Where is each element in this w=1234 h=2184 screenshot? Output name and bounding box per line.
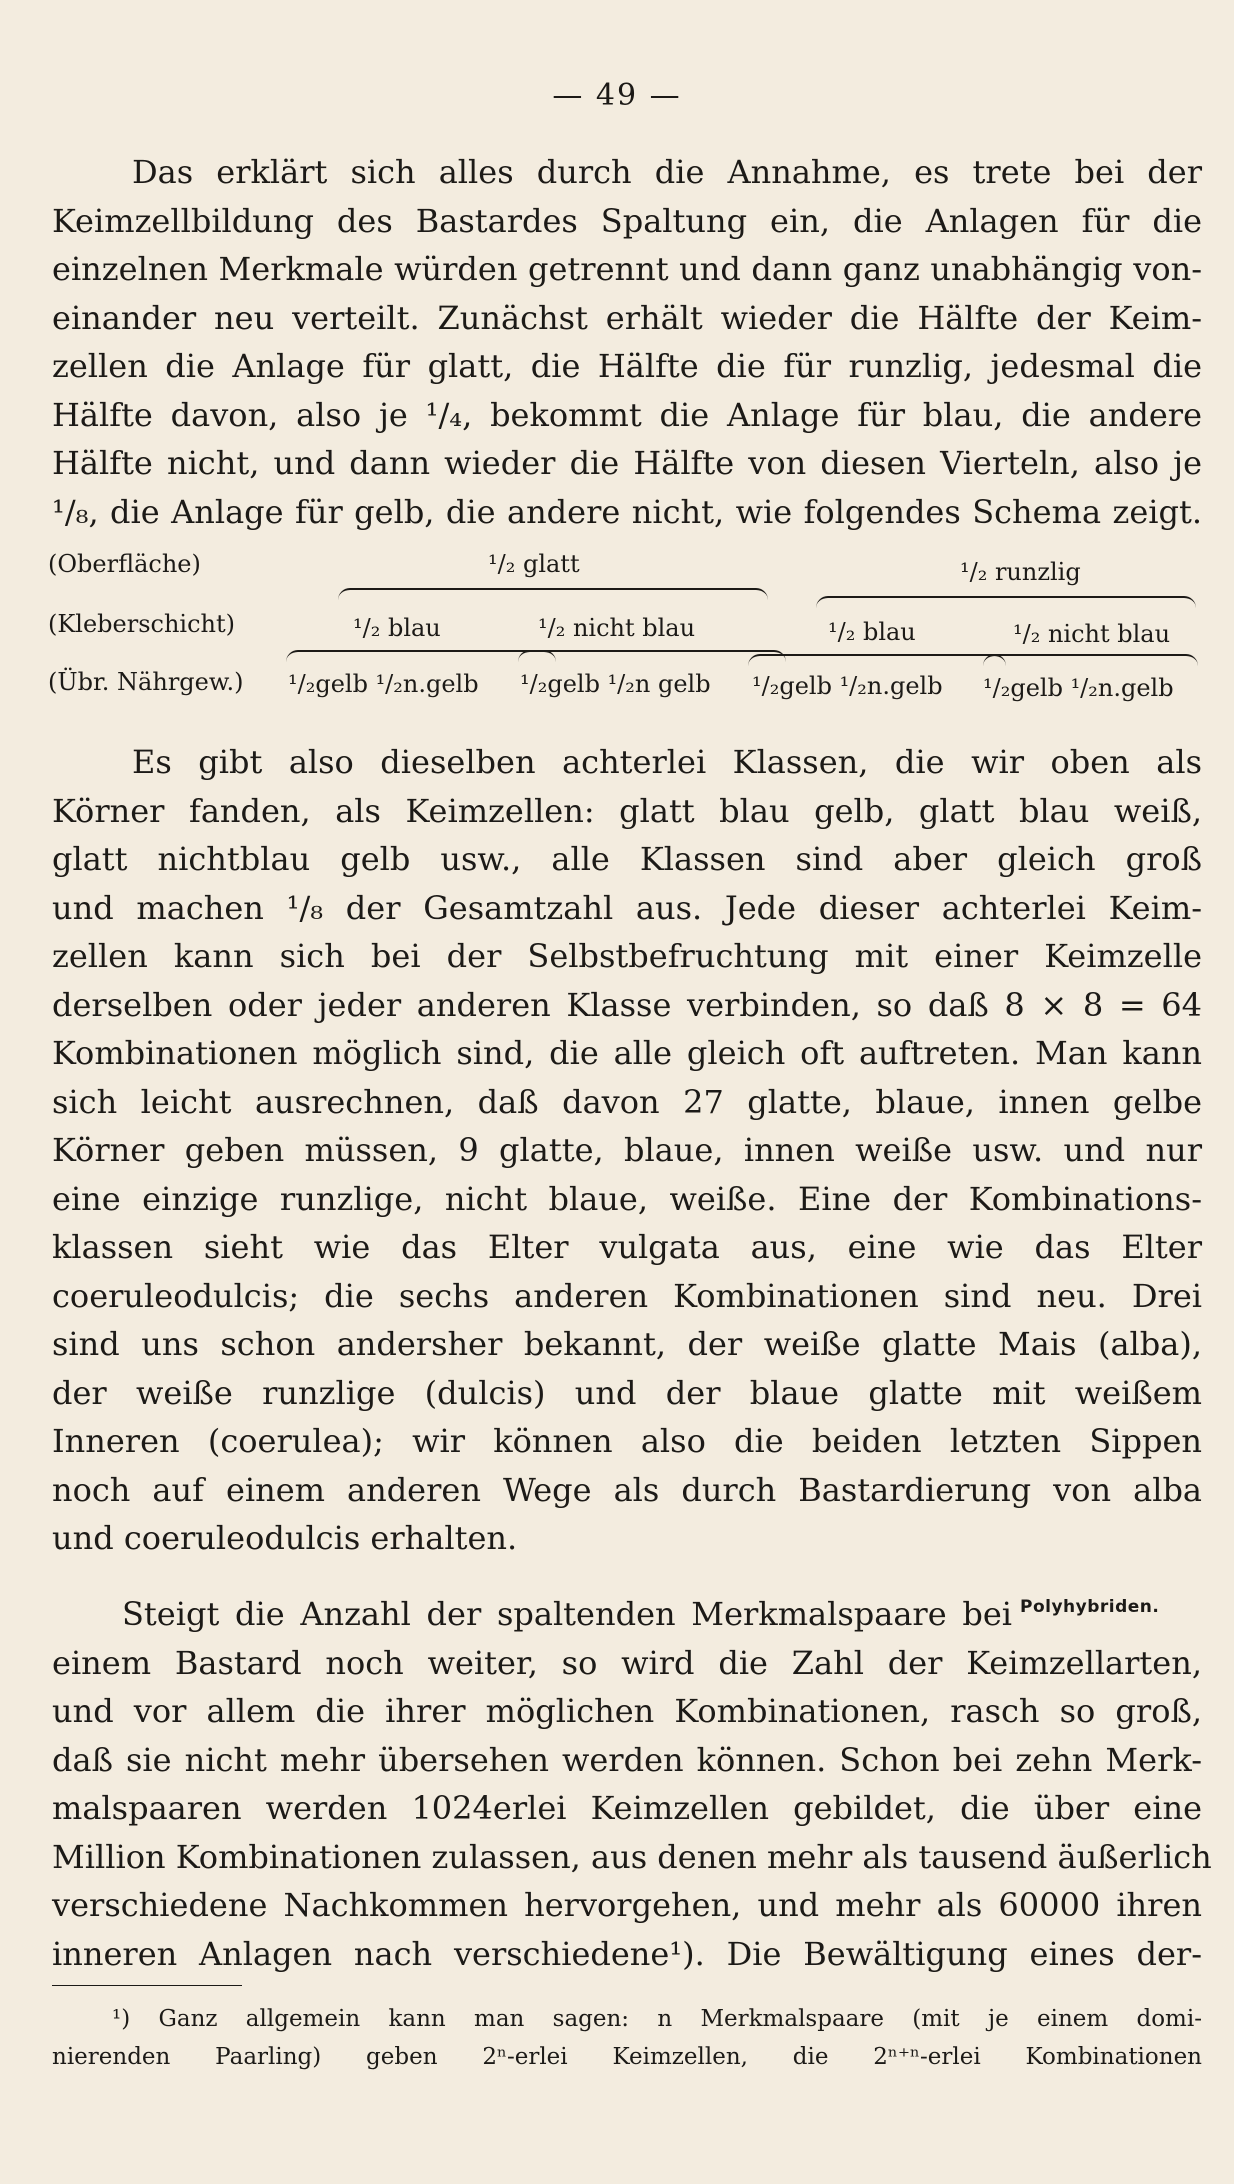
level3-group-4: ¹/₂gelb ¹/₂n.gelb [983, 674, 1174, 702]
footnote [52, 2000, 1202, 2076]
text-line: zellen die Anlage für glatt, die Hälfte die für runzlig, jedesmal die [52, 347, 1202, 385]
text-line: ¹/₈, die Anlage für gelb, die andere nicht, wie folgendes Schema zeigt. [52, 492, 1202, 531]
level2-blue-1: ¹/₂ blau [353, 614, 441, 642]
footnote-rule [52, 1985, 242, 1986]
page-number: — 49 — [552, 78, 682, 113]
text-line: und machen ¹/₈ der Gesamtzahl aus. Jede dieser achterlei Keim- [52, 888, 1202, 927]
brace-level2-4 [983, 654, 1198, 666]
text-line: Es gibt also dieselben achterlei Klassen, die wir oben als [132, 743, 1202, 781]
paragraph-2 [52, 738, 1202, 1563]
text-line: Steigt die Anzahl der spaltenden Merkmalspaare bei [122, 1595, 1012, 1633]
level1-smooth: ¹/₂ glatt [488, 550, 580, 578]
text-line: Das erklärt sich alles durch die Annahme, es trete bei der [132, 153, 1202, 191]
footnote-line: ¹) Ganz allgemein kann man sagen: n Merkmalspaare (mit je einem domi- [112, 2006, 1202, 2032]
level3-group-2: ¹/₂gelb ¹/₂n gelb [520, 670, 711, 698]
text-line: Körner geben müssen, 9 glatte, blaue, innen weiße usw. und nur [52, 1131, 1202, 1169]
text-line: eine einzige runzlige, nicht blaue, weiße. Eine der Kombinations- [52, 1179, 1202, 1218]
brace-level1-wrinkled [816, 596, 1196, 608]
text-line: Körner fanden, als Keimzellen: glatt blau gelb, glatt blau weiß, [52, 791, 1202, 830]
text-line: einzelnen Merkmale würden getrennt und dann ganz unabhängig von- [52, 250, 1202, 288]
text-line: derselben oder jeder anderen Klasse verbinden, so daß 8 × 8 = 64 [52, 985, 1202, 1024]
paragraph-3-cont [52, 1639, 1212, 1979]
text-line: sind uns schon andersher bekannt, der weiße glatte Mais (alba), [52, 1325, 1202, 1363]
paragraph-3 [52, 1590, 1012, 1639]
footnote-line: nierenden Paarling) geben 2ⁿ-erlei Keimzellen, die 2ⁿ⁺ⁿ-erlei Kombinationen [52, 2044, 1202, 2070]
level2-notblue-2: ¹/₂ nicht blau [1013, 620, 1171, 648]
text-line: Inneren (coerulea); wir können also die beiden letzten Sippen [52, 1422, 1202, 1460]
margin-note: Polyhybriden. [1020, 1597, 1160, 1617]
level2-notblue-1: ¹/₂ nicht blau [538, 614, 696, 642]
text-line: Keimzellbildung des Bastardes Spaltung ein, die Anlagen für die [52, 201, 1202, 240]
paragraph-1 [52, 148, 1202, 536]
text-line: einander neu verteilt. Zunächst erhält wieder die Hälfte der Keim- [52, 298, 1202, 337]
row-label-aleurone: (Kleberschicht) [48, 610, 236, 638]
brace-level2-1 [286, 650, 556, 662]
text-line: daß sie nicht mehr übersehen werden können. Schon bei zehn Merk- [52, 1740, 1202, 1779]
row-label-surface: (Oberfläche) [48, 550, 201, 578]
text-line: verschiedene Nachkommen hervorgehen, und mehr als 60000 ihren [52, 1886, 1202, 1924]
text-line: malspaaren werden 1024erlei Keimzellen gebildet, die über eine [52, 1789, 1202, 1827]
text-line: Kombinationen möglich sind, die alle gleich oft auftreten. Man kann [52, 1034, 1202, 1072]
level2-blue-2: ¹/₂ blau [828, 618, 916, 646]
level1-wrinkled: ¹/₂ runzlig [960, 558, 1081, 586]
text-line: einem Bastard noch weiter, so wird die Zahl der Keimzellarten, [52, 1643, 1202, 1682]
text-line: glatt nichtblau gelb usw., alle Klassen sind aber gleich groß [52, 840, 1202, 878]
segregation-schema [48, 550, 1198, 720]
text-line: Hälfte davon, also je ¹/₄, bekommt die Anlage für blau, die andere [52, 395, 1202, 434]
text-line: und vor allem die ihrer möglichen Kombinationen, rasch so groß, [52, 1692, 1202, 1730]
text-line: coeruleodulcis; die sechs anderen Kombinationen sind neu. Drei [52, 1276, 1202, 1315]
text-line: noch auf einem anderen Wege als durch Bastardierung von alba [52, 1470, 1202, 1509]
text-line: klassen sieht wie das Elter vulgata aus, eine wie das Elter [52, 1228, 1202, 1266]
level3-group-1: ¹/₂gelb ¹/₂n.gelb [288, 670, 479, 698]
brace-level1-smooth [338, 588, 768, 600]
brace-level2-3 [748, 654, 1006, 666]
text-line: inneren Anlagen nach verschiedene¹). Die Bewältigung eines der- [52, 1934, 1202, 1973]
text-line: Million Kombinationen zulassen, aus denen mehr als tausend äußerlich [52, 1837, 1212, 1876]
row-label-endosperm: (Übr. Nährgew.) [48, 668, 244, 696]
text-line: sich leicht ausrechnen, daß davon 27 glatte, blaue, innen gelbe [52, 1082, 1202, 1121]
level3-group-3: ¹/₂gelb ¹/₂n.gelb [752, 672, 943, 700]
text-line: der weiße runzlige (dulcis) und der blaue glatte mit weißem [52, 1373, 1202, 1412]
text-line: und coeruleodulcis erhalten. [52, 1519, 518, 1557]
text-line: zellen kann sich bei der Selbstbefruchtung mit einer Keimzelle [52, 937, 1202, 975]
text-line: Hälfte nicht, und dann wieder die Hälfte von diesen Vierteln, also je [52, 444, 1202, 482]
brace-level2-2 [518, 650, 786, 662]
